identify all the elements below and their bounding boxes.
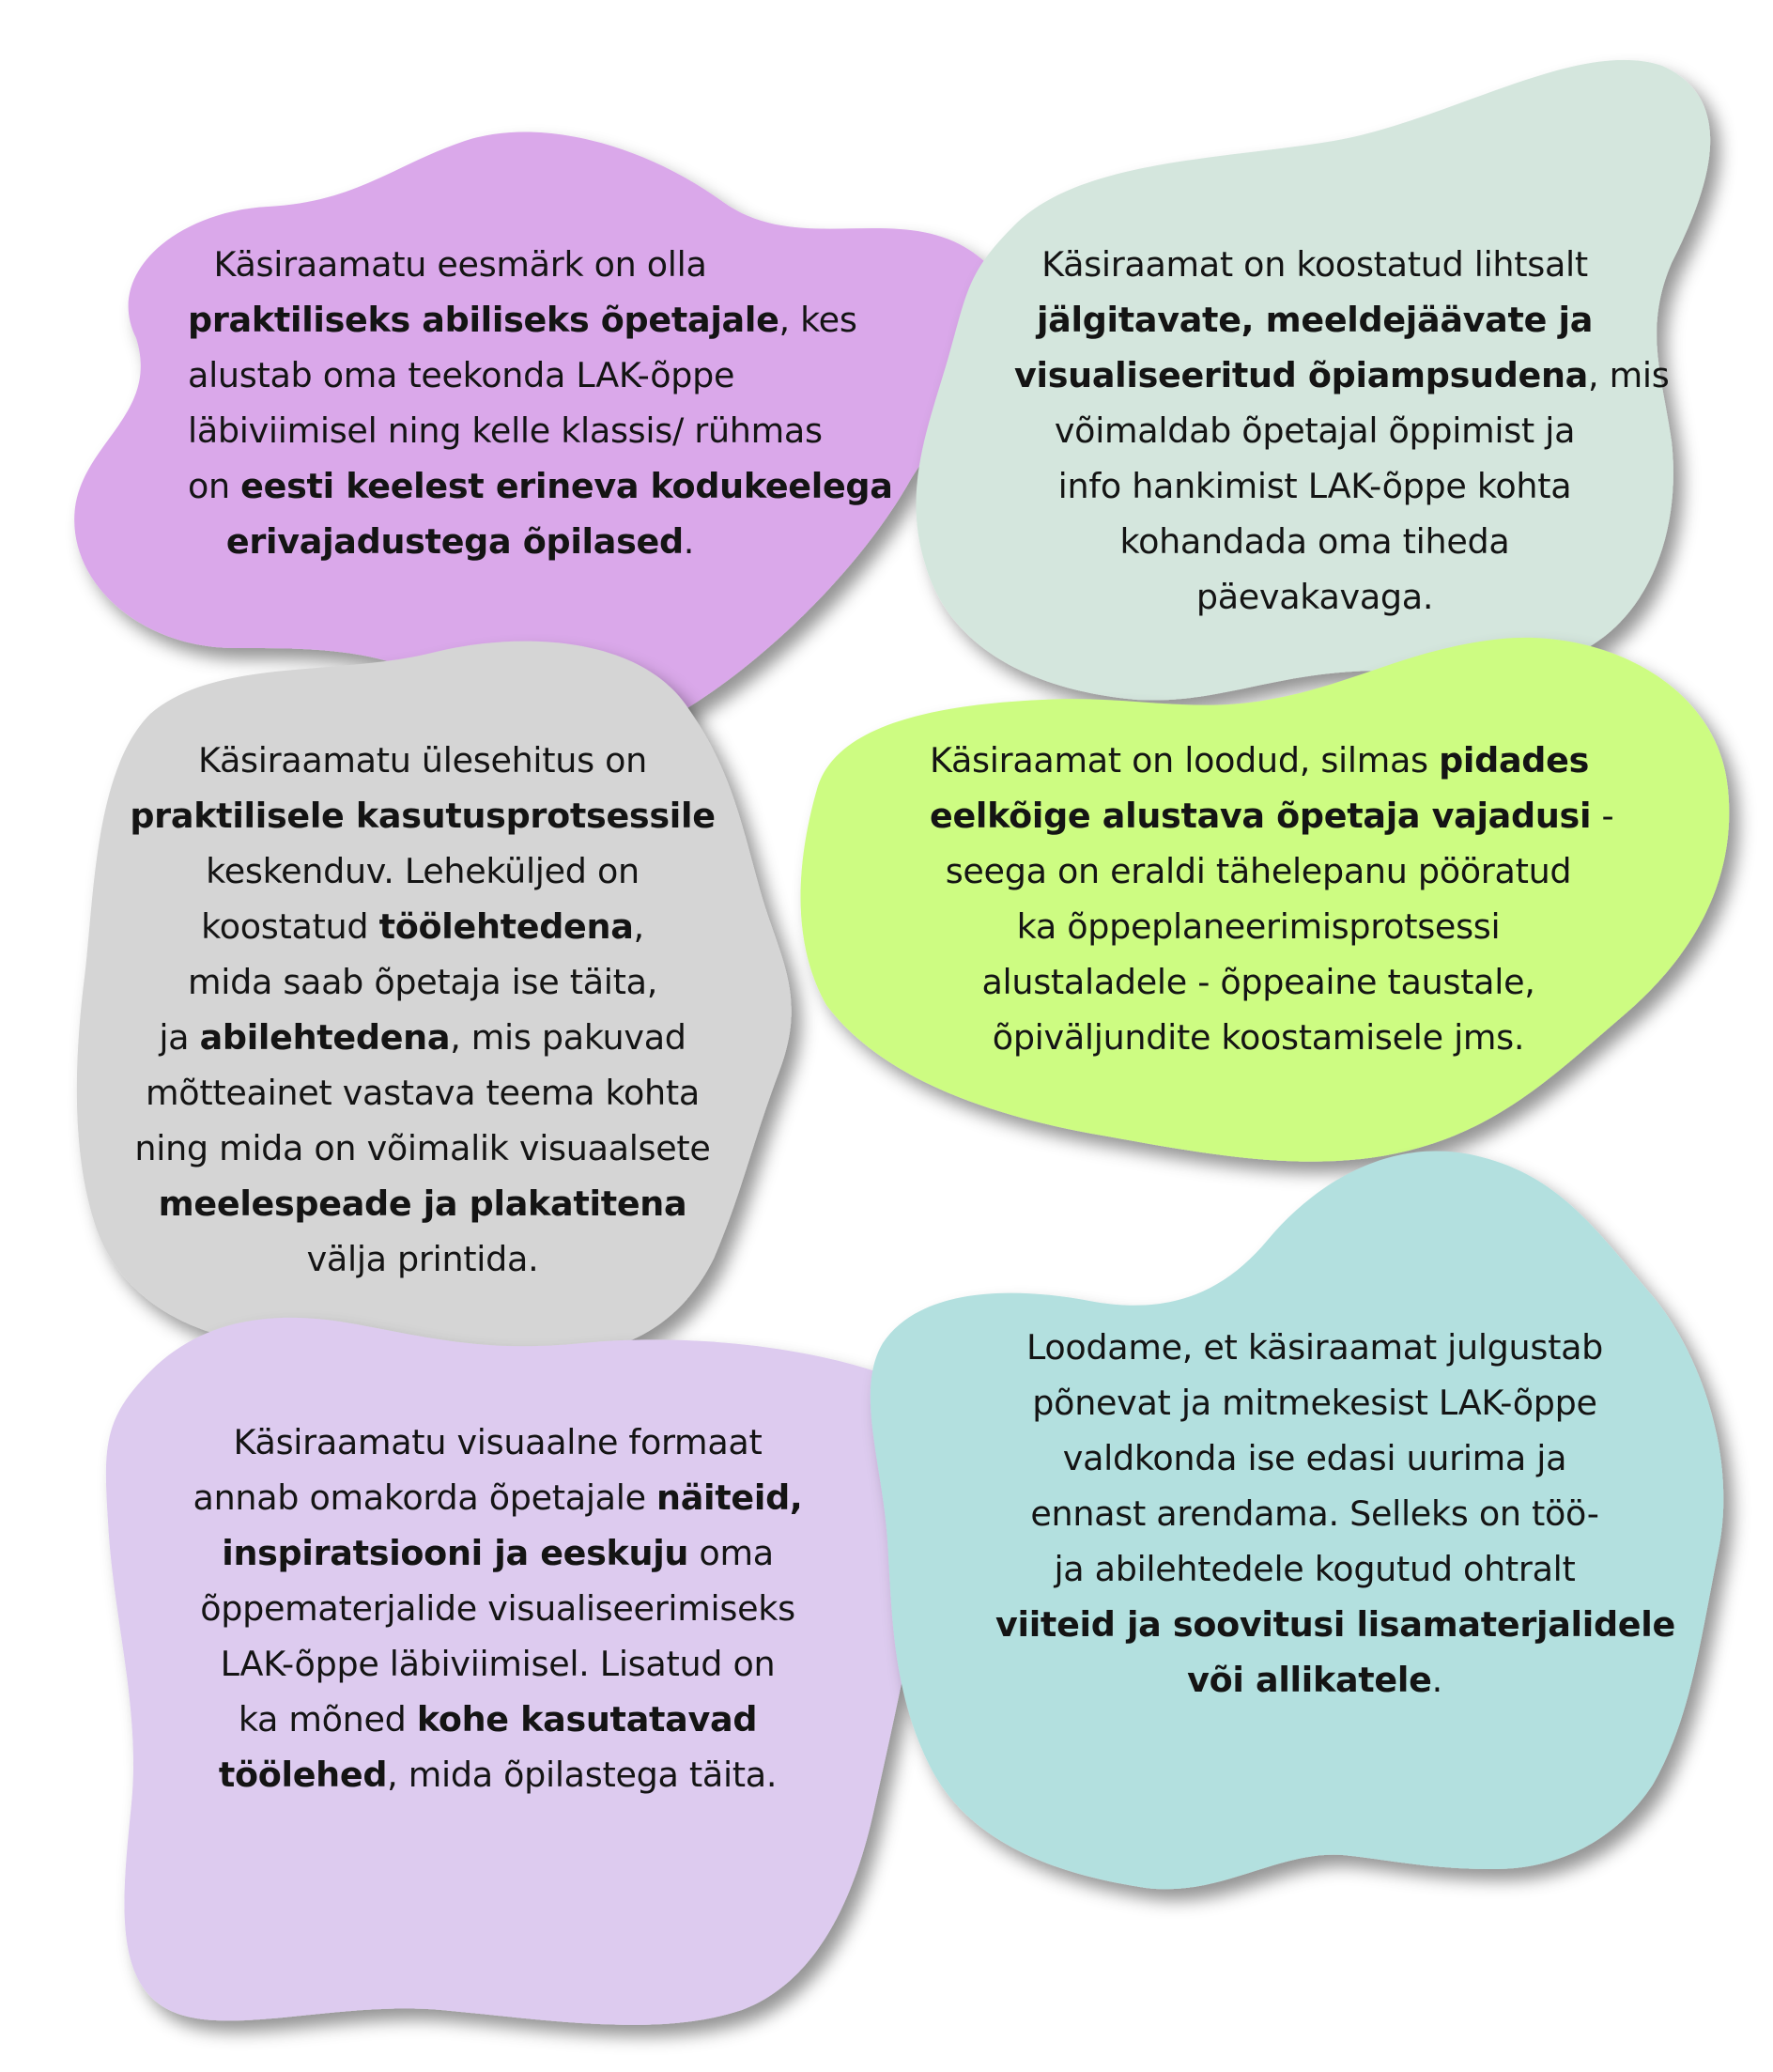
text-run: Käsiraamat on loodud, silmas (930, 740, 1440, 781)
bold-text: eelkõige alustava õpetaja vajadusi (930, 796, 1592, 836)
text-run: alustaladele - õppeaine taustale, (981, 962, 1535, 1002)
text-line (995, 1320, 1634, 1375)
text-run: LAK-õppe läbiviimisel. Lisatud on (220, 1644, 776, 1684)
text-line (188, 292, 857, 348)
text-run: , mida õpilastega täita. (387, 1755, 778, 1795)
text-run: ja (159, 1017, 200, 1058)
bold-text: viiteid ja soovitusi lisamaterjalidele (995, 1604, 1675, 1645)
text-line (1014, 403, 1615, 458)
bold-text: eesti keelest erineva kodukeelega (240, 466, 893, 506)
text-run: ning mida on võimalik visuaalsete (134, 1128, 711, 1168)
bold-text: või allikatele (1187, 1660, 1432, 1700)
text-run: ka mõned (238, 1699, 417, 1740)
text-run: mõtteainet vastava teema kohta (146, 1073, 700, 1113)
text-line (169, 1470, 826, 1525)
bold-text: visualiseeritud õpiampsudena (1014, 355, 1588, 395)
text-run: õppematerjalide visualiseerimiseks (200, 1588, 795, 1629)
text-run: alustab oma teekonda LAK-õppe (188, 355, 735, 395)
text-line (188, 403, 823, 458)
text-line (122, 788, 723, 843)
text-run: välja printida. (306, 1239, 539, 1279)
text-line (1014, 292, 1615, 348)
text-line (995, 1597, 1675, 1652)
text-line (930, 788, 1614, 843)
bold-text: töölehtedena (378, 906, 634, 947)
text-line (1014, 348, 1670, 403)
lime-text-block (930, 733, 1614, 1065)
gray-text-block (122, 733, 723, 1287)
text-line (930, 899, 1587, 954)
text-run: õpiväljundite koostamisele jms. (992, 1017, 1525, 1058)
text-line (169, 1581, 826, 1636)
text-line (122, 1121, 723, 1176)
text-run: info hankimist LAK-õppe kohta (1057, 466, 1572, 506)
text-run: ka õppeplaneerimisprotsessi (1016, 906, 1501, 947)
text-line (122, 1010, 723, 1065)
text-run: ja abilehtedele kogutud ohtralt (1054, 1549, 1576, 1589)
text-line (122, 954, 723, 1010)
teal-text-block (995, 1320, 1675, 1708)
text-run: Käsiraamatu ülesehitus on (197, 740, 648, 781)
bold-text: praktilisele kasutusprotsessile (130, 796, 716, 836)
text-line (930, 954, 1587, 1010)
text-run: võimaldab õpetajal õppimist ja (1054, 410, 1576, 451)
text-run: päevakavaga. (1195, 577, 1434, 617)
text-line (169, 1636, 826, 1692)
text-run: seega on eraldi tähelepanu pööratud (945, 851, 1572, 891)
text-line (122, 899, 723, 954)
bold-text: abilehtedena (199, 1017, 451, 1058)
text-run: Käsiraamatu eesmärk on olla (213, 244, 707, 285)
text-line (995, 1486, 1634, 1541)
text-run: mida saab õpetaja ise täita, (187, 962, 658, 1002)
text-run: on (188, 466, 241, 506)
text-line (122, 1065, 723, 1121)
text-line (169, 1692, 826, 1747)
text-run: , kes (779, 300, 857, 340)
text-run: , mis pakuvad (450, 1017, 686, 1058)
text-run: . (1431, 1660, 1442, 1700)
text-run: koostatud (201, 906, 379, 947)
text-run: Käsiraamatu visuaalne formaat (233, 1422, 763, 1462)
text-run: annab omakorda õpetajale (193, 1477, 657, 1518)
bold-text: kohe kasutatavad (416, 1699, 758, 1740)
text-run: Käsiraamat on koostatud lihtsalt (1041, 244, 1588, 285)
bold-text: pidades (1439, 740, 1589, 781)
text-line (169, 1747, 826, 1802)
text-line (995, 1541, 1634, 1597)
text-line (995, 1430, 1634, 1486)
lavender-text-block (169, 1415, 826, 1802)
text-line (930, 733, 1587, 788)
bold-text: jälgitavate, meeldejäävate ja (1036, 300, 1594, 340)
sage-text-block (1014, 237, 1670, 625)
text-line (995, 1652, 1634, 1708)
text-line (169, 1525, 826, 1581)
text-run: - (1591, 796, 1614, 836)
bold-text: erivajadustega õpilased (225, 521, 684, 562)
text-line (188, 348, 735, 403)
text-run: keskenduv. Leheküljed on (206, 851, 640, 891)
text-line (188, 237, 732, 292)
text-run: põnevat ja mitmekesist LAK-õppe (1032, 1383, 1597, 1423)
text-line (930, 1010, 1587, 1065)
bold-text: praktiliseks abiliseks õpetajale (188, 300, 779, 340)
text-line (122, 1176, 723, 1231)
text-run: Loodame, et käsiraamat julgustab (1025, 1327, 1604, 1368)
text-run: kohandada oma tiheda (1119, 521, 1510, 562)
text-line (930, 843, 1587, 899)
text-run: , mis (1588, 355, 1670, 395)
text-run: ennast arendama. Selleks on töö- (1030, 1493, 1599, 1534)
text-line (188, 458, 893, 514)
text-line (122, 1231, 723, 1287)
bold-text: näiteid, (656, 1477, 803, 1518)
text-line (995, 1375, 1634, 1430)
text-line (1014, 514, 1615, 569)
text-line (188, 514, 732, 569)
text-line (1014, 458, 1615, 514)
text-line (122, 733, 723, 788)
bold-text: meelespeade ja plakatitena (158, 1183, 687, 1224)
text-run: läbiviimisel ning kelle klassis/ rühmas (188, 410, 823, 451)
text-line (1014, 237, 1615, 292)
text-run: oma (688, 1533, 774, 1573)
text-line (1014, 569, 1615, 625)
bold-text: töölehed (218, 1755, 388, 1795)
purple-text-block (188, 237, 893, 569)
text-line (122, 843, 723, 899)
text-run: valdkonda ise edasi uurima ja (1062, 1438, 1567, 1478)
text-line (169, 1415, 826, 1470)
bold-text: inspiratsiooni ja eeskuju (222, 1533, 689, 1573)
text-run: , (633, 906, 644, 947)
text-run: . (683, 521, 695, 562)
